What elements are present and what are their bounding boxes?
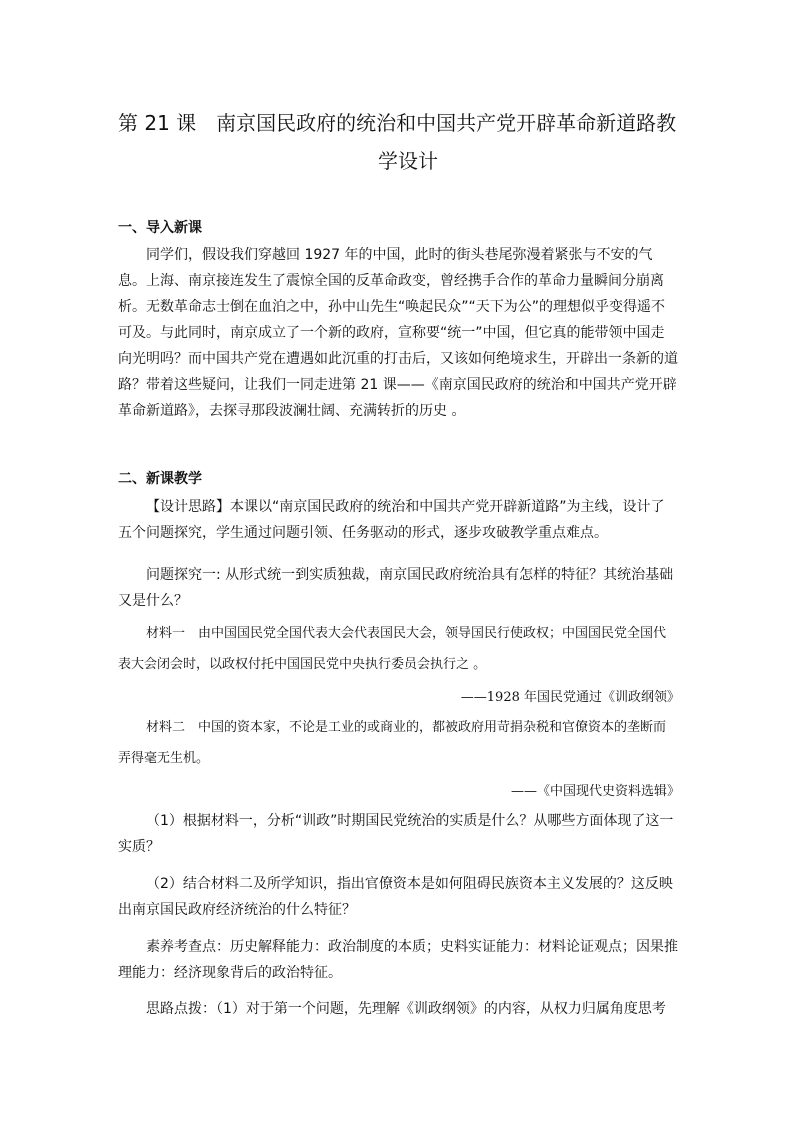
section-heading-intro: 一、导入新课 (118, 220, 202, 236)
material-two: 材料二 中国的资本家，不论是工业的或商业的，都被政府用苛捐杂税和官僚资本的垄断而弄得毫无生机。 (118, 720, 667, 766)
question-two: （2）结合材料二及所学知识，指出官僚资本是如何阻碍民族资本主义发展的？这反映出南京国民政府经济统治的什么特征？ (118, 876, 673, 918)
material-one: 材料一 由中国国民党全国代表大会代表国民大会，领导国民行使政权；中国国民党全国代表大会闭会时，以政权付托中国国民党中央执行委员会执行之 。 (118, 626, 667, 672)
design-idea-paragraph: 【设计思路】本课以“南京国民政府的统治和中国共产党开辟新道路”为主线，设计了五个问题探究，学生通过问题引领、任务驱动的形式，逐步攻破教学重点难点。 (118, 499, 665, 541)
title-line-1: 第 21 课 南京国民政府的统治和中国共产党开辟革命新道路教 (118, 111, 677, 135)
material-one-source: ——1928 年国民党通过《训政纲领》 (460, 690, 680, 705)
section-heading-teaching: 二、新课教学 (118, 471, 202, 487)
material-two-source: ——《中国现代史资料选辑》 (510, 784, 680, 799)
title-line-2: 学设计 (378, 149, 438, 173)
intro-paragraph: 同学们，假设我们穿越回 1927 年的中国，此时的街头巷尾弥漫着紧张与不安的气息。上海、南京接连发生了震惊全国的反革命政变，曾经携手合作的革命力量瞬间分崩离析。无数革命志士倒在血泊之中，孙中山先生“唤起民众”“天下为公”的理想似乎变得遥不可及。与此同时，南京成立了一个新的政府，宣称要“统一”中国，但它真的能带领中国走向光明吗？而中国共产党在遭遇如此沉重的打击后，又该如何绝境求生，开辟出一条新的道路？带着这些疑问，让我们一同走进第 21 课——《南京国民政府的统治和中国共产党开辟革命新道路》，去探寻那段波澜壮阔、充满转折的历史 。 (118, 247, 678, 419)
page-title (118, 104, 678, 180)
question-one: （1）根据材料一，分析“训政”时期国民党统治的实质是什么？从哪些方面体现了这一实质？ (118, 813, 674, 855)
inquiry-one-paragraph: 问题探究一: 从形式统一到实质独裁，南京国民政府统治具有怎样的特征？其统治基础又是什么？ (118, 567, 674, 609)
literacy-points: 素养考查点：历史解释能力：政治制度的本质；史料实证能力：材料论证观点；因果推理能力：经济现象背后的政治特征。 (118, 939, 678, 981)
thinking-hint: 思路点拨：（1）对于第一个问题，先理解《训政纲领》的内容，从权力归属角度思考 (146, 1001, 666, 1017)
